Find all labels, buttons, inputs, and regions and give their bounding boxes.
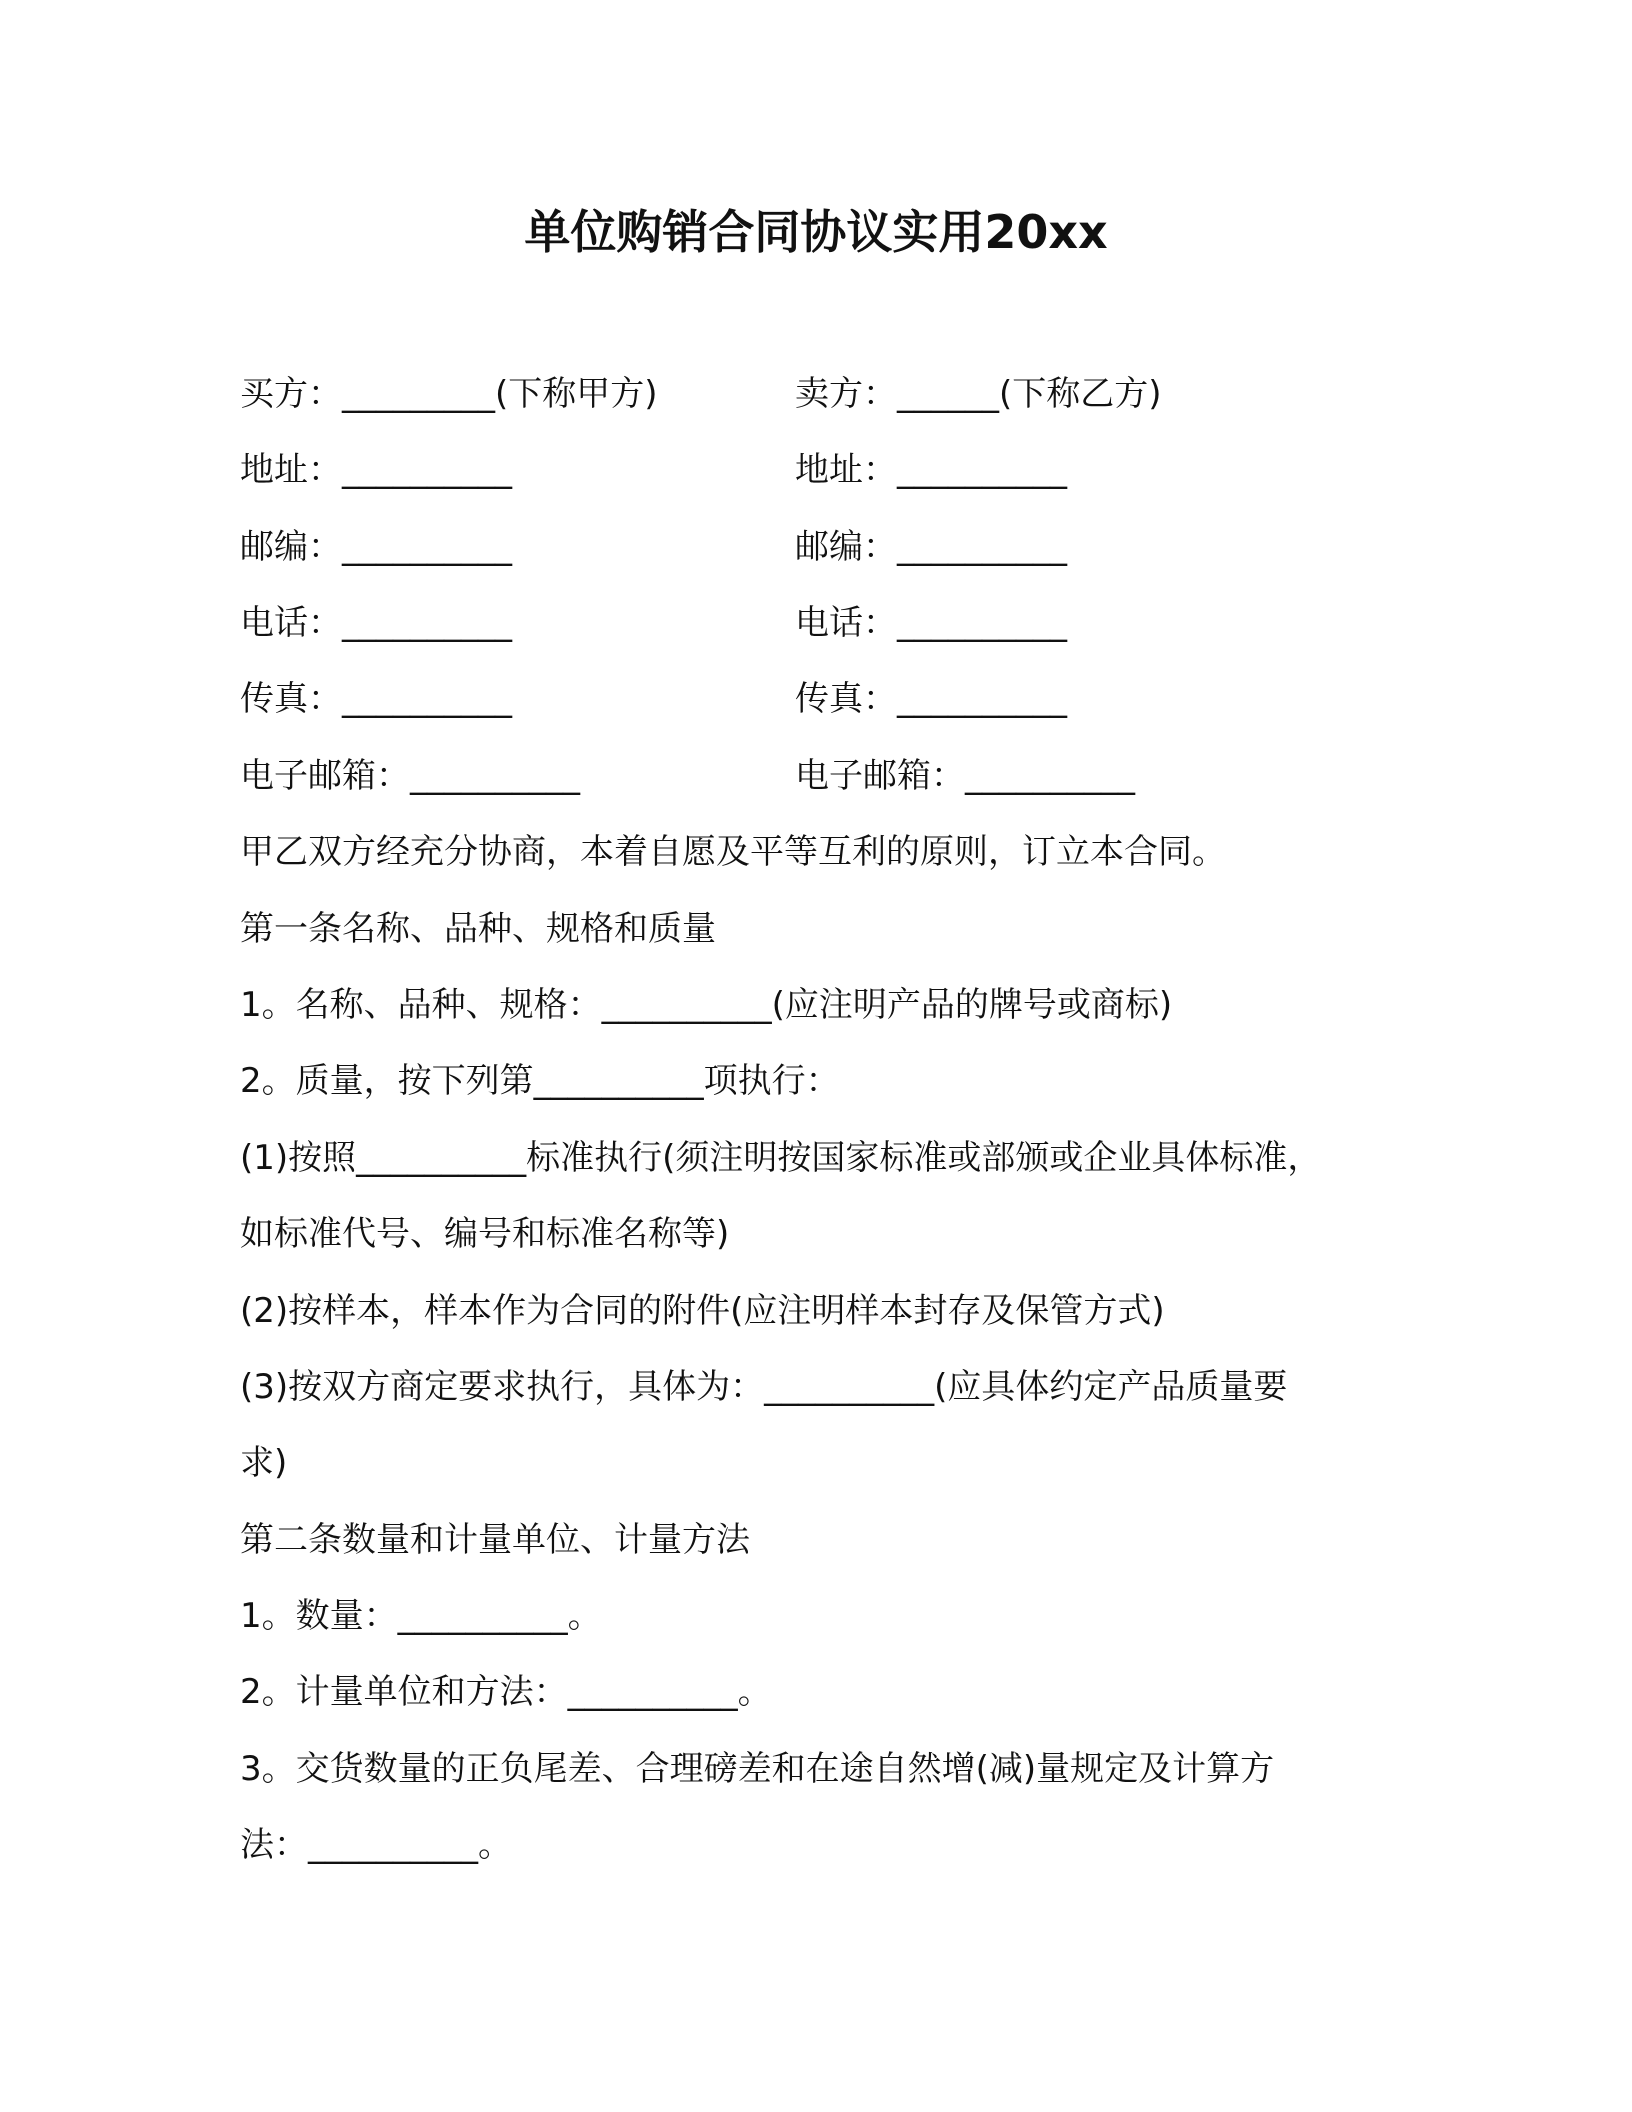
preamble-paragraph: 甲乙双方经充分协商，本着自愿及平等互利的原则，订立本合同。 [240,832,1226,872]
seller-email-line: 电子邮箱：__________ [795,756,1135,796]
buyer-postcode-line: 邮编：__________ [240,527,512,567]
seller-fax-line: 传真：__________ [795,679,1067,719]
page-title: 单位购销合同协议实用20xx [524,205,1108,259]
clause-2-1-line: 1。数量：__________。 [240,1596,602,1636]
article-1-heading: 第一条名称、品种、规格和质量 [240,909,716,949]
seller-address-line: 地址：__________ [795,450,1067,490]
clause-2-3-cont: 法：__________。 [240,1825,512,1865]
clause-2-2-line: 2。计量单位和方法：__________。 [240,1672,772,1712]
buyer-phone-line: 电话：__________ [240,603,512,643]
clause-1-2-3-cont: 求) [240,1443,288,1483]
seller-name-line: 卖方：______(下称乙方) [795,374,1162,414]
clause-1-2-2-line: (2)按样本，样本作为合同的附件(应注明样本封存及保管方式) [240,1291,1165,1331]
seller-phone-line: 电话：__________ [795,603,1067,643]
buyer-email-line: 电子邮箱：__________ [240,756,580,796]
clause-1-2-line: 2。质量，按下列第__________项执行： [240,1061,840,1101]
clause-1-2-3-line: (3)按双方商定要求执行，具体为：__________(应具体约定产品质量要 [240,1367,1288,1407]
clause-1-2-1-line: (1)按照__________标准执行(须注明按国家标准或部颁或企业具体标准， [240,1138,1322,1178]
clause-1-2-1-cont: 如标准代号、编号和标准名称等) [240,1214,730,1254]
buyer-name-line: 买方：_________(下称甲方) [240,374,658,414]
buyer-fax-line: 传真：__________ [240,679,512,719]
clause-2-3-line: 3。交货数量的正负尾差、合理磅差和在途自然增(减)量规定及计算方 [240,1749,1275,1789]
clause-1-1-line: 1。名称、品种、规格：__________(应注明产品的牌号或商标) [240,985,1173,1025]
buyer-address-line: 地址：__________ [240,450,512,490]
seller-postcode-line: 邮编：__________ [795,527,1067,567]
article-2-heading: 第二条数量和计量单位、计量方法 [240,1520,750,1560]
